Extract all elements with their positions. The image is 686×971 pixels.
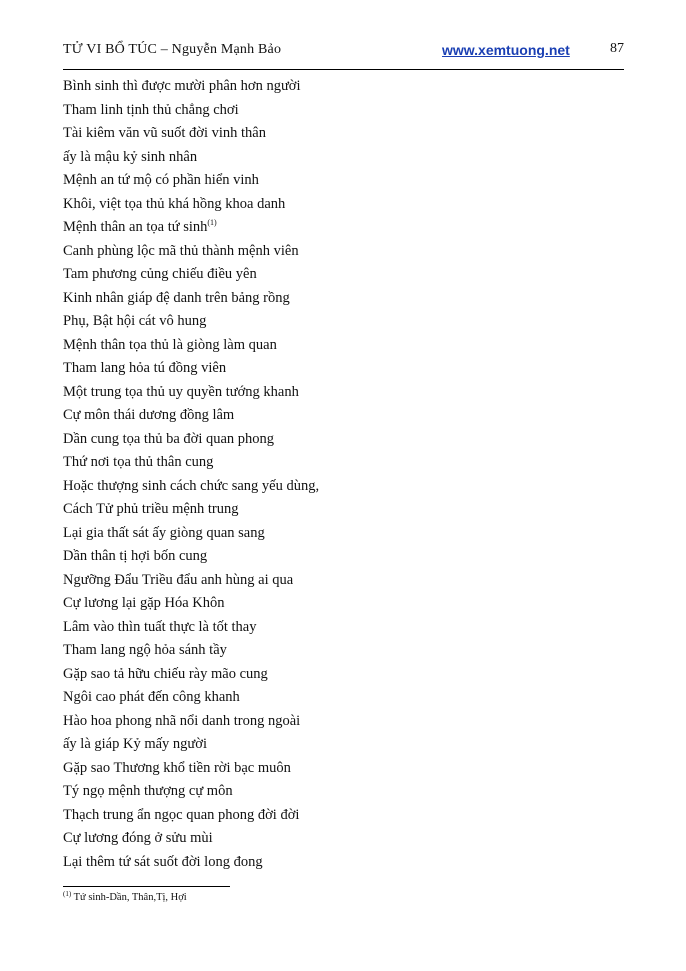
poem-line-text: Kinh nhân giáp đệ danh trên bảng rồng: [63, 289, 290, 306]
poem-line: [63, 498, 623, 522]
poem-line-text: ấy là giáp Kỷ mấy người: [63, 736, 207, 752]
poem-line-text: Gặp sao Thương khổ tiền rời bạc muôn: [63, 759, 291, 776]
poem-line: [63, 357, 623, 381]
poem-line: [63, 122, 623, 146]
page-header: [63, 42, 624, 64]
poem-line-text: Tam phương củng chiếu điều yên: [63, 266, 257, 282]
poem-line: [63, 475, 623, 499]
poem-line: [63, 639, 623, 663]
poem-line: [63, 287, 623, 311]
website-link[interactable]: www.xemtuong.net: [442, 42, 570, 58]
poem-body: [63, 75, 623, 874]
poem-line-text: Canh phùng lộc mã thủ thành mệnh viên: [63, 242, 299, 259]
poem-line-text: Hoặc thượng sinh cách chức sang yếu dùng,: [63, 477, 320, 494]
poem-line: [63, 169, 623, 193]
poem-line-text: Hào hoa phong nhã nổi danh trong ngoài: [63, 712, 301, 729]
poem-line-text: Cự lương lại gặp Hóa Khôn: [63, 595, 225, 611]
poem-line-text: Thạch trung ẩn ngọc quan phong đời đời: [63, 806, 300, 823]
poem-line: [63, 686, 623, 710]
poem-line: [63, 827, 623, 851]
footnote: [63, 892, 187, 903]
poem-line-text: Lại thêm tứ sát suốt đời long đong: [63, 853, 263, 870]
poem-line: [63, 428, 623, 452]
poem-line-text: Cách Tử phủ triều mệnh trung: [63, 501, 239, 517]
poem-line-text: Khôi, việt tọa thủ khá hồng khoa danh: [63, 195, 286, 212]
poem-line-text: Mệnh thân tọa thủ là giòng làm quan: [63, 336, 277, 353]
footnote-marker: (1): [63, 890, 72, 898]
poem-line: [63, 263, 623, 287]
poem-line-text: Mệnh thân an tọa tứ sinh: [63, 219, 208, 235]
poem-line: [63, 710, 623, 734]
poem-line-text: Phụ, Bật hội cát vô hung: [63, 313, 207, 329]
poem-line: [63, 99, 623, 123]
poem-line-text: Ngôi cao phát đến công khanh: [63, 689, 240, 705]
poem-line: [63, 569, 623, 593]
poem-line-text: Tài kiêm văn vũ suốt đời vinh thân: [63, 125, 266, 141]
poem-line: [63, 522, 623, 546]
footnote-reference: (1): [207, 218, 217, 227]
poem-line-text: Tý ngọ mệnh thượng cự môn: [63, 783, 233, 799]
poem-line: [63, 616, 623, 640]
poem-line-text: Dần cung tọa thủ ba đời quan phong: [63, 430, 275, 447]
page-number: 87: [610, 41, 624, 56]
poem-line-text: Cự môn thái dương đồng lâm: [63, 407, 235, 423]
poem-line: [63, 780, 623, 804]
poem-line: [63, 381, 623, 405]
book-title: TỬ VI BỔ TÚC – Nguyễn Mạnh Bảo: [63, 42, 282, 57]
poem-line: [63, 75, 623, 99]
footnote-divider: [63, 886, 230, 887]
poem-line-text: Bình sinh thì được mười phân hơn người: [63, 78, 301, 94]
poem-line-text: Mệnh an tứ mộ có phần hiển vinh: [63, 172, 259, 188]
poem-line-text: Cự lương đóng ở sửu mùi: [63, 830, 213, 846]
poem-line: [63, 592, 623, 616]
poem-line: [63, 240, 623, 264]
poem-line-text: Tham lang ngộ hỏa sánh tầy: [63, 642, 227, 658]
poem-line: [63, 193, 623, 217]
poem-line-text: Một trung tọa thủ uy quyền tướng khanh: [63, 383, 299, 400]
poem-line: [63, 310, 623, 334]
poem-line-text: Tham linh tịnh thủ chẳng chơi: [63, 101, 239, 118]
poem-line: [63, 663, 623, 687]
poem-line: [63, 851, 623, 875]
poem-line: [63, 757, 623, 781]
poem-line-text: Gặp sao tả hữu chiếu rày mão cung: [63, 665, 268, 682]
poem-line: [63, 545, 623, 569]
poem-line: [63, 146, 623, 170]
poem-line: [63, 334, 623, 358]
footnote-text: Tứ sinh-Dần, Thân,Tị, Hợi: [71, 892, 187, 903]
poem-line: [63, 451, 623, 475]
poem-line: [63, 804, 623, 828]
header-divider: [63, 69, 624, 70]
poem-line: [63, 733, 623, 757]
poem-line-text: Thứ nơi tọa thủ thân cung: [63, 454, 214, 470]
poem-line-text: Lâm vào thìn tuất thực là tốt thay: [63, 618, 257, 635]
poem-line: [63, 404, 623, 428]
poem-line: [63, 216, 623, 240]
poem-line-text: ấy là mậu kỷ sinh nhân: [63, 148, 198, 165]
poem-line-text: Tham lang hỏa tú đồng viên: [63, 360, 227, 376]
poem-line-text: Dần thân tị hợi bốn cung: [63, 548, 208, 564]
poem-line-text: Ngưỡng Đẩu Triều đẩu anh hùng ai qua: [63, 571, 294, 588]
poem-line-text: Lại gia thất sát ấy giòng quan sang: [63, 524, 265, 541]
